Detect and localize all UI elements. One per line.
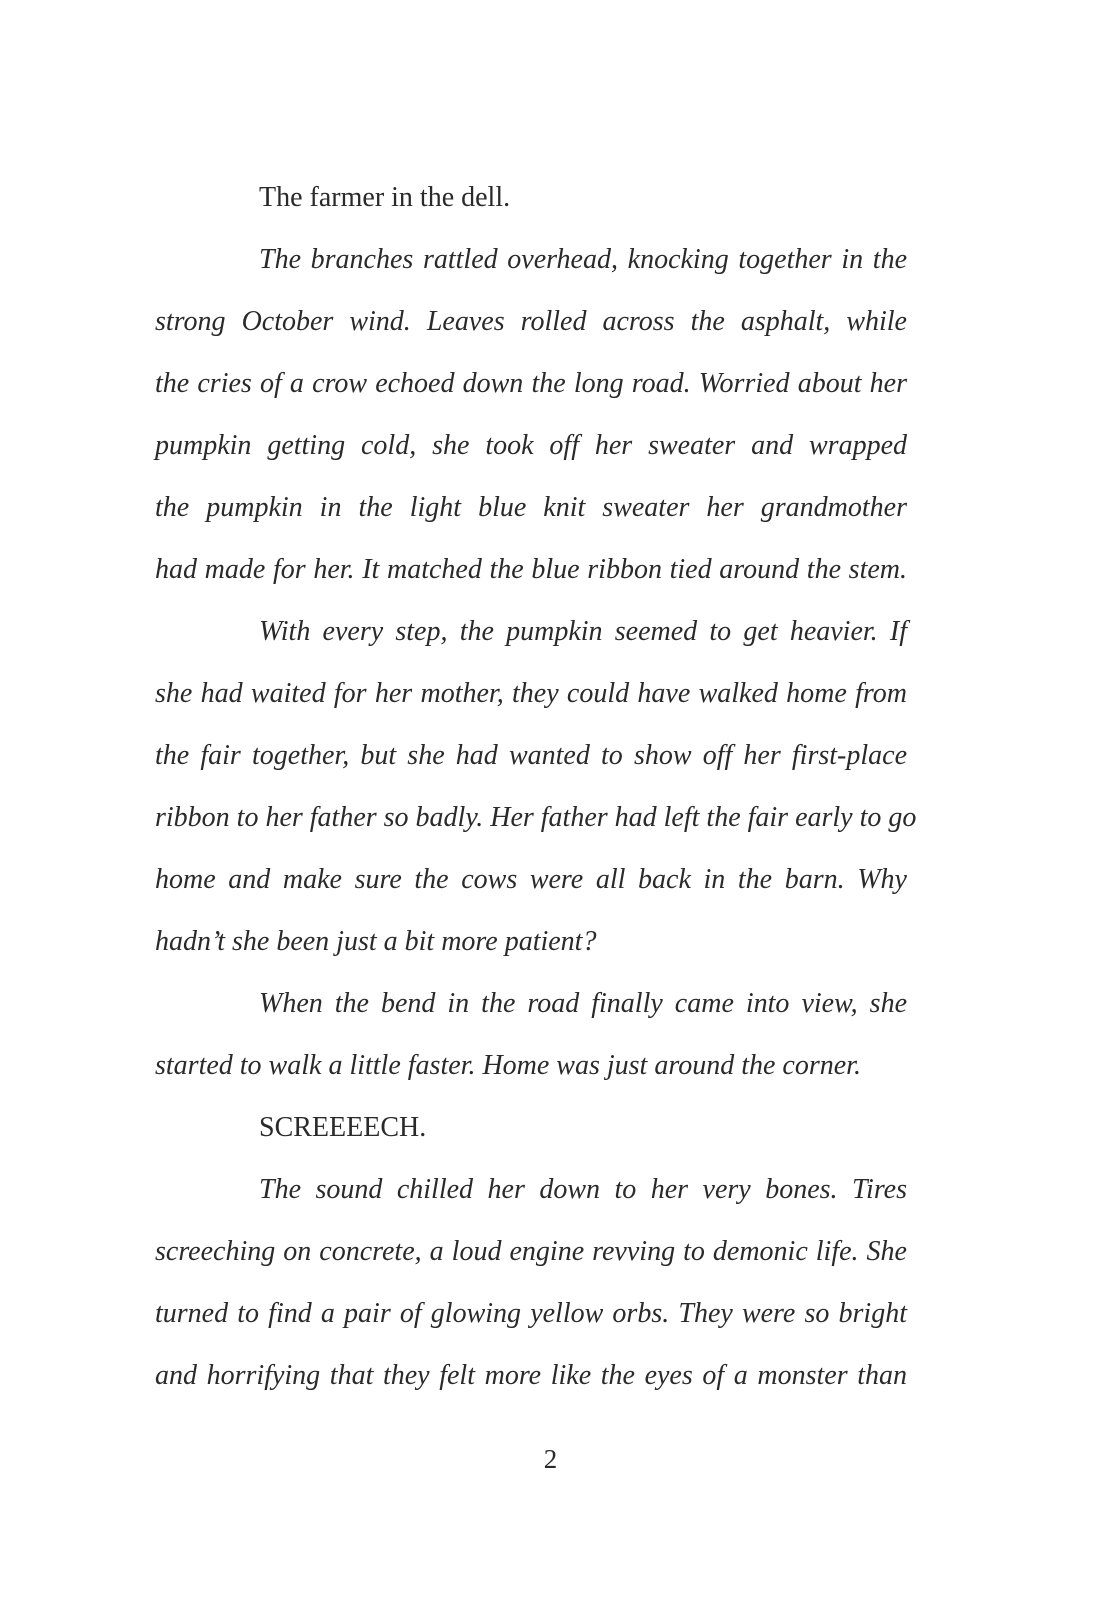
- text-line-14: When the bend in the road finally came into view, she: [259, 988, 907, 1019]
- text-line-19: turned to find a pair of glowing yellow orbs. They were so bright: [155, 1298, 907, 1329]
- text-line-7: had made for her. It matched the blue ribbon tied around the stem.: [155, 554, 907, 585]
- text-line-11: ribbon to her father so badly. Her father had left the fair early to go: [155, 802, 917, 833]
- text-line-17: The sound chilled her down to her very bones. Tires: [259, 1174, 907, 1205]
- text-line-9: she had waited for her mother, they could have walked home from: [155, 678, 907, 709]
- text-line-1: The farmer in the dell.: [259, 182, 511, 213]
- page-number: 2: [543, 1444, 558, 1474]
- text-line-12: home and make sure the cows were all back in the barn. Why: [155, 864, 907, 895]
- text-line-3: strong October wind. Leaves rolled across the asphalt, while: [155, 306, 907, 337]
- text-line-4: the cries of a crow echoed down the long road. Worried about her: [155, 368, 907, 399]
- text-line-10: the fair together, but she had wanted to show off her first-place: [155, 740, 907, 771]
- text-line-8: With every step, the pumpkin seemed to get heavier. If: [259, 616, 907, 647]
- text-line-13: hadn’t she been just a bit more patient?: [155, 926, 597, 957]
- text-line-5: pumpkin getting cold, she took off her sweater and wrapped: [155, 430, 907, 461]
- text-line-20: and horrifying that they felt more like the eyes of a monster than: [155, 1360, 907, 1391]
- text-line-18: screeching on concrete, a loud engine revving to demonic life. She: [155, 1236, 907, 1267]
- text-line-15: started to walk a little faster. Home was just around the corner.: [155, 1050, 861, 1081]
- text-line-2: The branches rattled overhead, knocking together in the: [259, 244, 907, 275]
- text-line-6: the pumpkin in the light blue knit sweater her grandmother: [155, 492, 907, 523]
- text-line-16: SCREEEECH.: [259, 1112, 427, 1143]
